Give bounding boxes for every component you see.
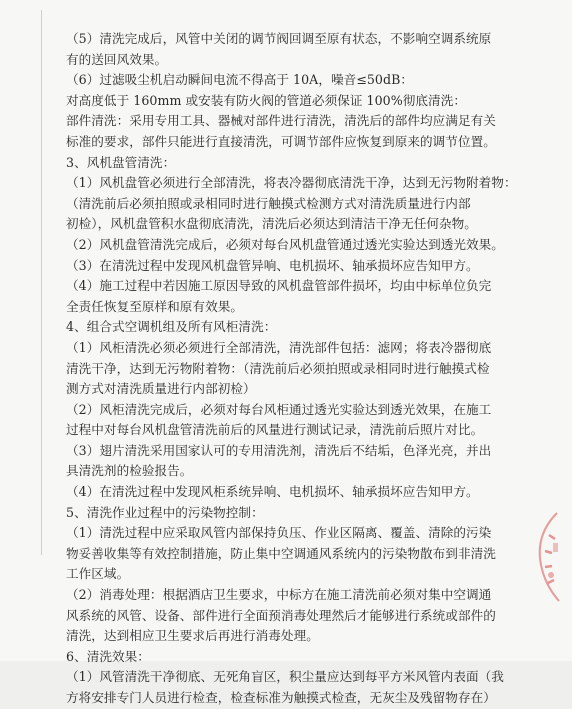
section-heading-6: 6、清洗效果：: [66, 648, 150, 664]
body-line: 有的送回风效果。: [66, 51, 168, 67]
section-heading-5: 5、清洗作业过程中的污染物控制：: [66, 504, 264, 520]
body-line: （3）在清洗过程中发现风机盘管异响、电机损坏、轴承损坏应告知甲方。: [66, 257, 479, 273]
body-line: （4）在清洗过程中发现风柜系统异响、电机损坏、轴承损坏应告知甲方。: [66, 484, 479, 500]
body-line: 具清洗剂的检验报告。: [66, 463, 193, 479]
body-line: （6）过滤吸尘机启动瞬间电流不得高于 10A，噪音≤50dB：: [66, 72, 414, 88]
body-line: （1）风管清洗干净彻底、无死角盲区，积尘量应达到每平方米风管内表面（我: [66, 669, 504, 685]
body-line: （2）风机盘管清洗完成后，必须对每台风机盘管通过透光实验达到透光效果。: [66, 236, 504, 252]
body-line: 初检），风机盘管积水盘彻底清洗，清洗后必须达到清洁干净无任何杂物。: [66, 216, 477, 232]
body-line: 全责任恢复至原样和原有效果。: [66, 298, 244, 314]
body-line: （3）翅片清洗采用国家认可的专用清洗剂，清洗后不结垢，色泽光亮，并出: [66, 442, 492, 458]
body-line: （清洗前后必须拍照或录相同时进行触摸式检测方式对清洗质量进行内部: [66, 195, 471, 211]
body-line: 方将安排专门人员进行检查，检查标准为触摸式检查，无灰尘及残留物存在）: [66, 690, 496, 705]
body-line: 物妥善收集等有效控制措施，防止集中空调通风系统内的污染物散布到非清洗: [66, 545, 496, 561]
body-line: 测方式对清洗质量进行内部初检）: [66, 381, 256, 397]
body-line: 标准的要求，部件只能进行直接清洗，可调节部件应恢复到原来的调节位置。: [66, 133, 496, 149]
red-seal-stamp: [505, 505, 565, 605]
section-heading-4: 4、组合式空调机组及所有风柜清洗：: [66, 319, 277, 335]
body-line: 工作区域。: [66, 566, 130, 582]
body-line: （5）清洗完成后，风管中关闭的调节阀回调至原有状态，不影响空调系统原: [66, 31, 492, 46]
body-line: （1）风柜清洗必须必须进行全部清洗，清洗部件包括：滤网；将表冷器彻底: [66, 339, 492, 355]
body-line: 对高度低于 160mm 或安装有防火阀的管道必须保证 100%彻底清洗：: [66, 92, 466, 108]
body-line: （1）清洗过程中应采取风管内部保持负压、作业区隔离、覆盖、清除的污染: [66, 525, 492, 541]
stamp-fragment-icon: [505, 505, 565, 605]
body-line: 清洗，达到相应卫生要求后再进行消毒处理。: [66, 628, 319, 644]
body-line: 清洗干净，达到无污物附着物：（清洗前后必须拍照或录相同时进行触摸式检: [66, 360, 490, 376]
body-line: 部件清洗：采用专用工具、器械对部件进行清洗，清洗后的部件均应满足有关: [66, 113, 496, 129]
body-line: （2）风柜清洗完成后，必须对每台风柜通过透光实验达到透光效果，在施工: [66, 401, 492, 417]
page-fold-line: [41, 10, 42, 555]
document-body: [66, 29, 517, 709]
body-line: （2）消毒处理：根据酒店卫生要求，中标方在施工清洗前必须对集中空调通: [66, 587, 492, 603]
body-line: 过程中对每台风机盘管清洗前后的风量进行测试记录，清洗前后照片对比。: [66, 422, 484, 438]
body-line: （4）施工过程中若因施工原因导致的风机盘管部件损坏，均由中标单位负完: [66, 278, 492, 294]
section-heading-3: 3、风机盘管清洗：: [66, 154, 176, 170]
body-line: （1）风机盘管必须进行全部清洗，将表冷器彻底清洗干净，达到无污物附着物：: [66, 175, 517, 191]
body-line: 风系统的风管、设备、部件进行全面预消毒处理然后才能够进行系统或部件的: [66, 607, 496, 623]
